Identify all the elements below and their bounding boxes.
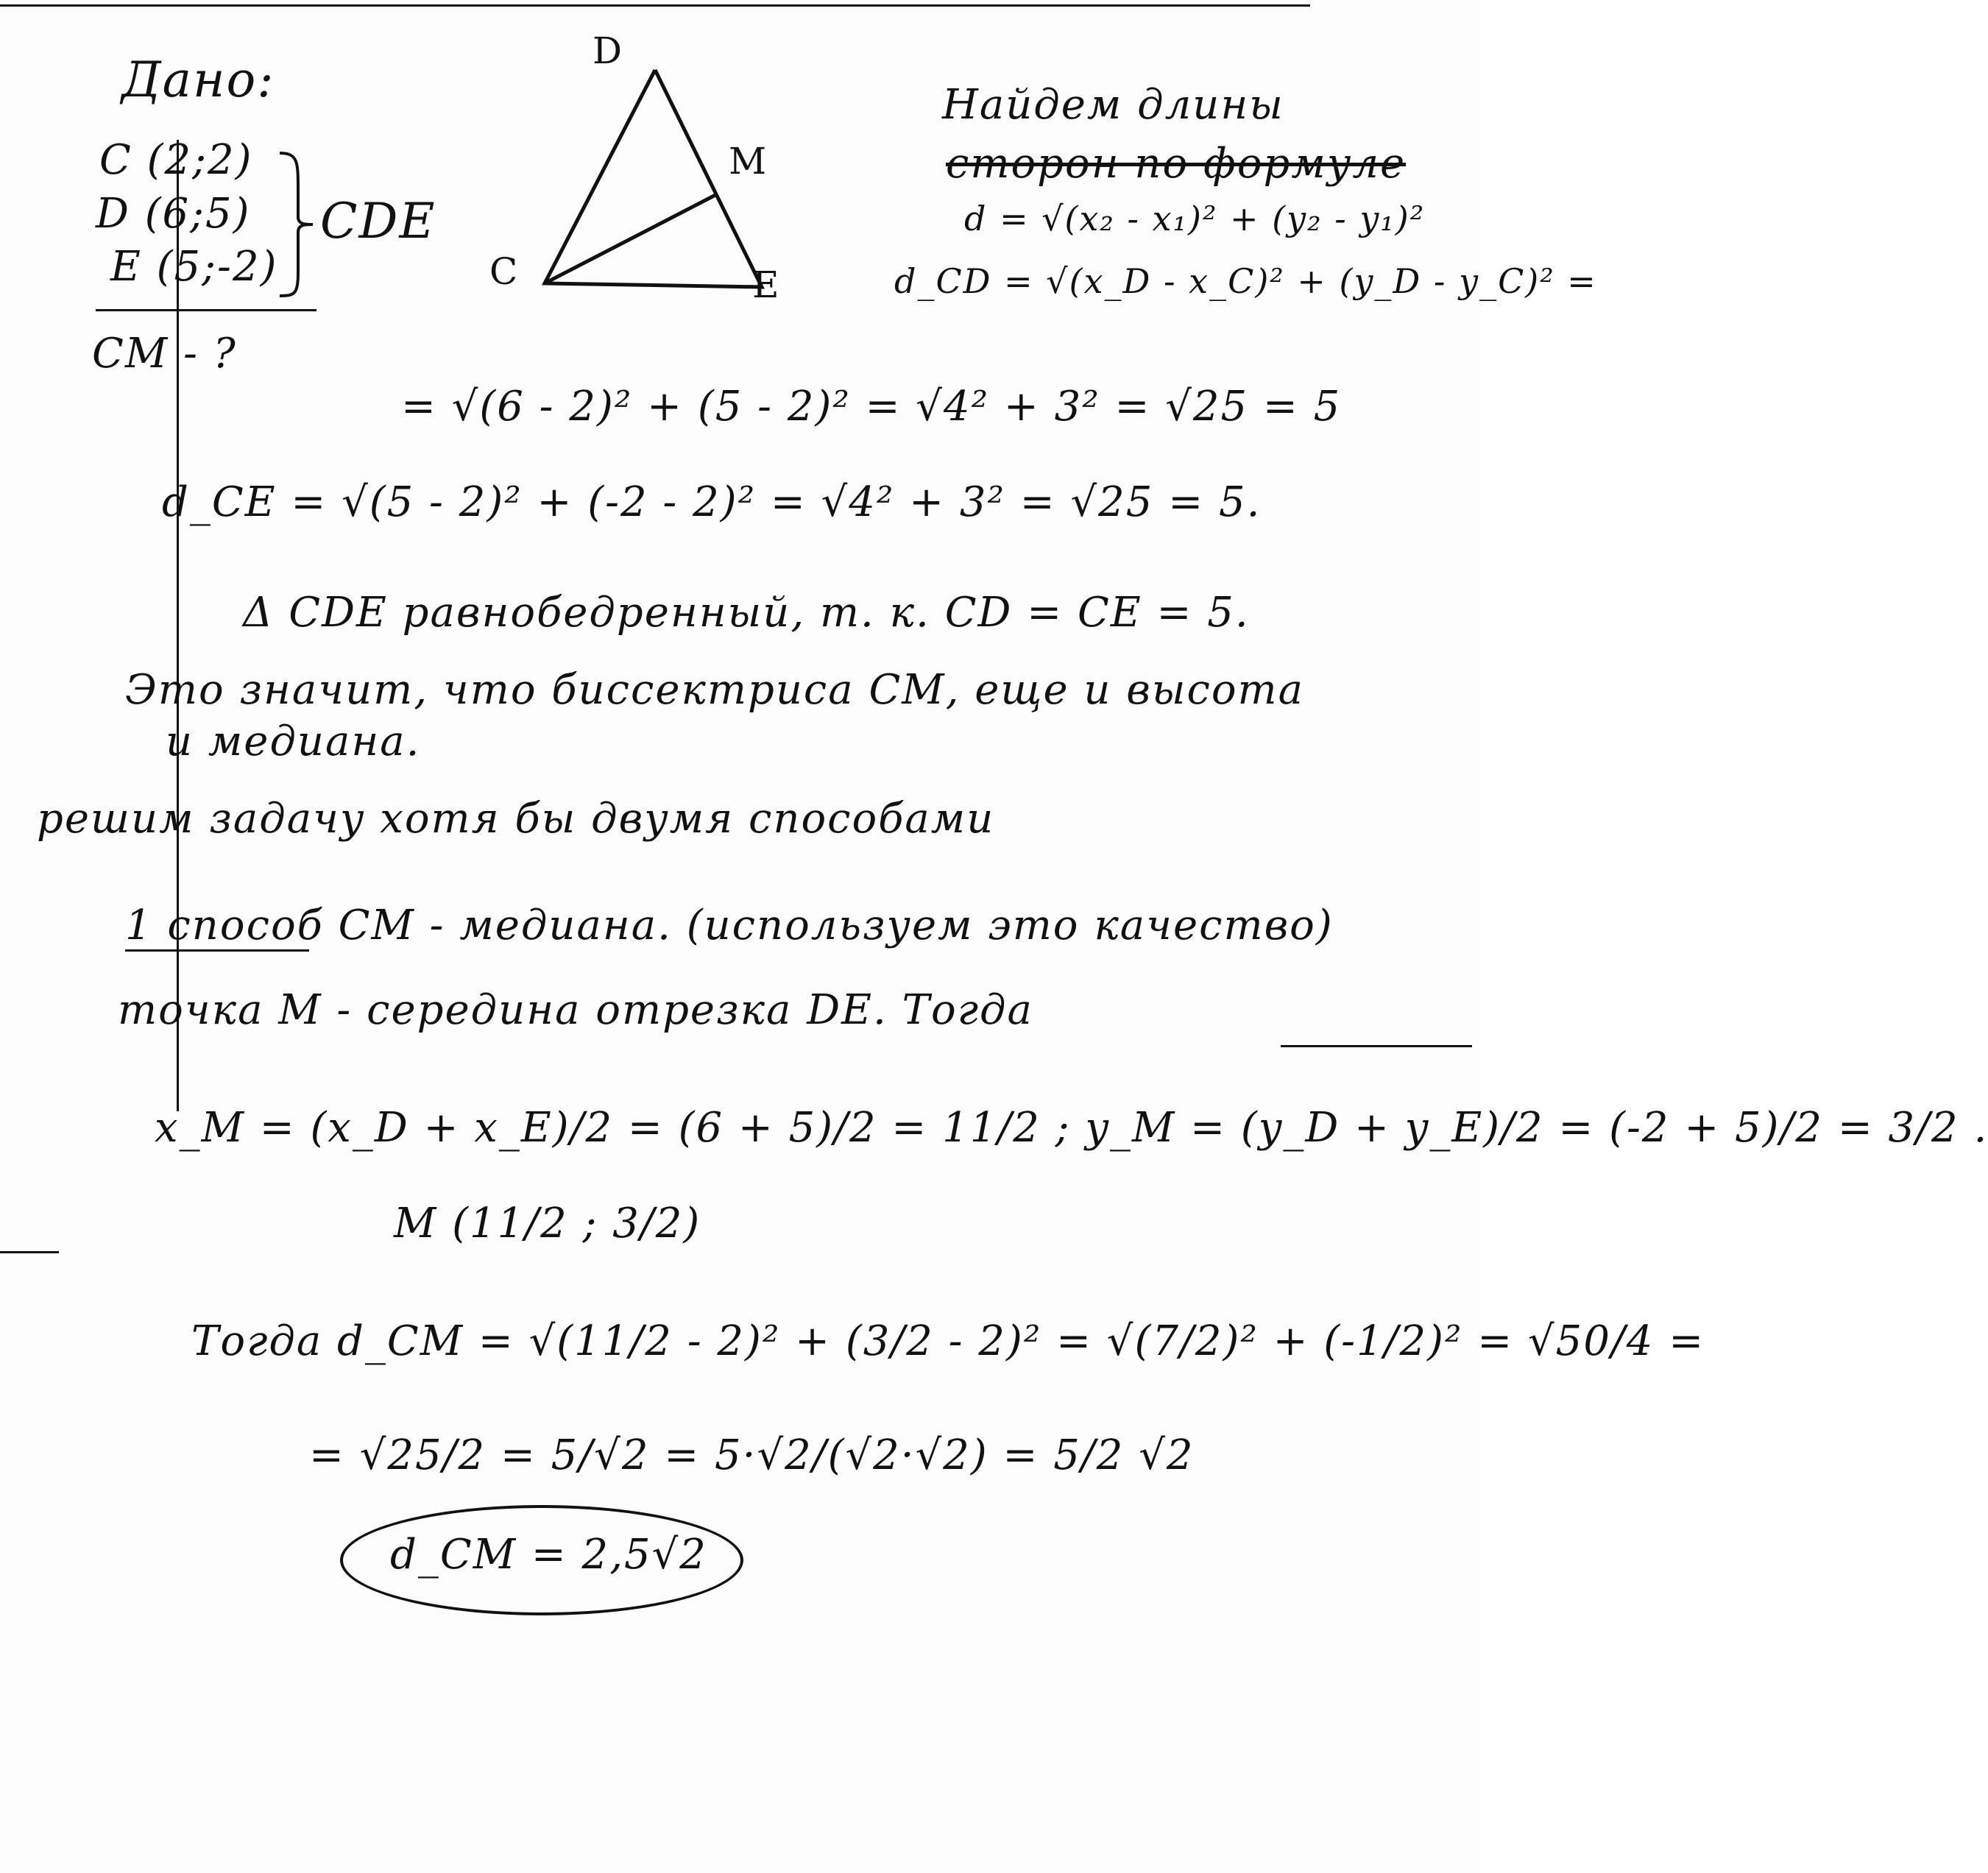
ce-calculation: d_CE = √(5 - 2)² + (-2 - 2)² = √4² + 3² = √25 = 5. xyxy=(162,478,1262,526)
way-one-line: 1 способ CM - медиана. (используем это качество) xyxy=(125,902,1334,949)
point-m: M (11/2 ; 3/2) xyxy=(394,1200,701,1247)
stray-mark-right xyxy=(1281,1045,1472,1047)
midpoint-line: точка M - середина отрезка DE. Тогда xyxy=(118,986,1033,1034)
find-line: CM - ? xyxy=(92,330,237,378)
given-point-e: E (5;-2) xyxy=(110,243,278,291)
cm-simplification: = √25/2 = 5/√2 = 5·√2/(√2·√2) = 5/2 √2 xyxy=(309,1431,1195,1479)
isosceles-statement: Δ CDE равнобедренный, т. к. CD = CE = 5. xyxy=(243,589,1250,637)
cd-calculation: = √(6 - 2)² + (5 - 2)² = √4² + 3² = √25 = 5 xyxy=(401,383,1342,431)
given-heading: Дано: xyxy=(121,52,275,108)
vertex-label-e: E xyxy=(752,263,781,306)
given-brace xyxy=(276,147,320,302)
vertex-label-c: C xyxy=(489,250,520,293)
meaning-line-1: Это значит, что биссектриса CM, еще и высота xyxy=(125,666,1305,714)
two-ways-line: решим задачу хотя бы двумя способами xyxy=(37,795,995,843)
given-triangle: CDE xyxy=(320,193,436,249)
given-point-c: C (2;2) xyxy=(99,136,253,184)
vertex-label-d: D xyxy=(592,29,624,72)
stray-mark-left xyxy=(0,1251,59,1253)
scan-edge-top xyxy=(0,4,1310,7)
formula-intro-1: Найдем длины xyxy=(942,81,1284,129)
formula-general: d = √(x₂ - x₁)² + (y₂ - y₁)² xyxy=(964,199,1426,238)
formula-intro-2: сторон по формуле xyxy=(946,140,1407,188)
given-point-d: D (6;5) xyxy=(96,190,251,238)
formula-cd-definition: d_CD = √(x_D - x_C)² + (y_D - y_C)² = xyxy=(894,261,1597,301)
cm-calculation: Тогда d_CM = √(11/2 - 2)² + (3/2 - 2)² = √(7/2)² + (-1/2)² = √50/4 = xyxy=(191,1317,1705,1365)
midpoint-coordinates: x_M = (x_D + x_E)/2 = (6 + 5)/2 = 11/2 ; y_M = (y_D + y_E)/2 = (-2 + 5)/2 = 3/2 . xyxy=(155,1104,1988,1152)
final-answer: d_CM = 2,5√2 xyxy=(390,1531,707,1579)
vertex-label-m: M xyxy=(729,140,768,183)
way-one-underline xyxy=(125,949,309,952)
meaning-line-2: и медиана. xyxy=(166,718,421,765)
median-cm xyxy=(545,195,715,283)
given-underline xyxy=(96,309,316,311)
